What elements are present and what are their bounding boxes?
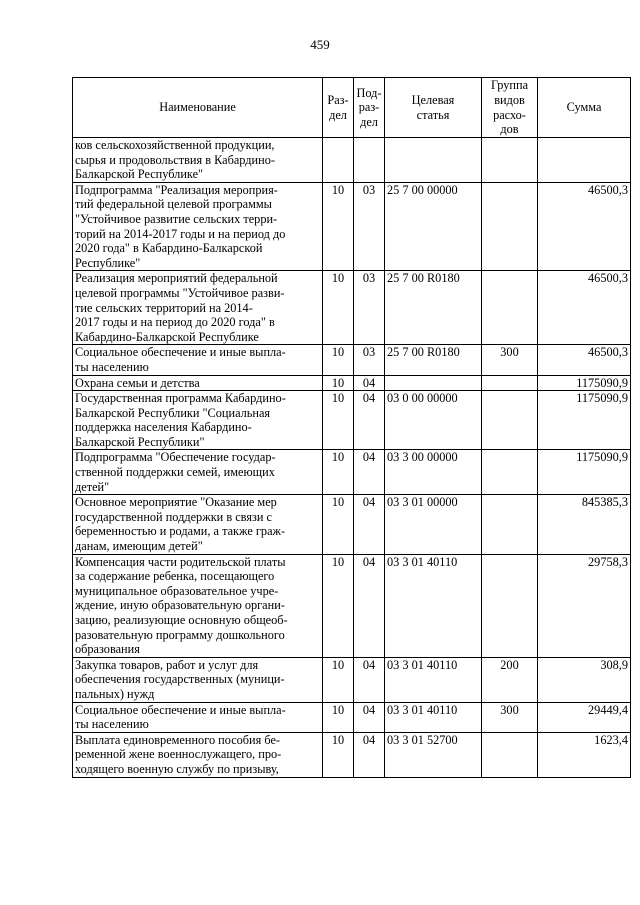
cell-group — [482, 138, 538, 183]
cell-name: Выплата единовременного пособия бе- ременной жене военнослужащего, про- ходящего военную службу по призыву, — [73, 732, 323, 777]
header-podrazdel: Под- раз- дел — [354, 78, 385, 138]
cell-name: Основное мероприятие "Оказание мер государственной поддержки в связи с беременностью и родами, а также граж- данам, имеющим детей" — [73, 495, 323, 554]
cell-razdel: 10 — [323, 271, 354, 345]
table-row — [73, 554, 631, 657]
cell-razdel: 10 — [323, 182, 354, 271]
header-group: Группа видов расхо- дов — [482, 78, 538, 138]
cell-sum: 308,9 — [538, 657, 631, 702]
cell-statya: 03 3 01 52700 — [385, 732, 482, 777]
header-sum: Сумма — [538, 78, 631, 138]
cell-group — [482, 375, 538, 391]
cell-group — [482, 554, 538, 657]
cell-name: Социальное обеспечение и иные выпла- ты населению — [73, 345, 323, 375]
cell-podrazdel: 03 — [354, 182, 385, 271]
cell-sum: 29758,3 — [538, 554, 631, 657]
table-row — [73, 391, 631, 450]
header-statya: Целевая статья — [385, 78, 482, 138]
cell-statya: 03 0 00 00000 — [385, 391, 482, 450]
cell-sum: 845385,3 — [538, 495, 631, 554]
cell-statya: 03 3 00 00000 — [385, 450, 482, 495]
cell-statya — [385, 375, 482, 391]
cell-sum: 29449,4 — [538, 702, 631, 732]
cell-group — [482, 182, 538, 271]
cell-group — [482, 732, 538, 777]
cell-sum: 1623,4 — [538, 732, 631, 777]
cell-sum: 46500,3 — [538, 182, 631, 271]
cell-razdel: 10 — [323, 702, 354, 732]
cell-sum: 1175090,9 — [538, 450, 631, 495]
cell-sum: 1175090,9 — [538, 391, 631, 450]
page-number: 459 — [310, 37, 330, 52]
cell-statya: 03 3 01 40110 — [385, 657, 482, 702]
cell-podrazdel: 04 — [354, 450, 385, 495]
cell-podrazdel: 04 — [354, 391, 385, 450]
table-body — [73, 138, 631, 778]
budget-table — [72, 77, 631, 778]
cell-statya: 03 3 01 40110 — [385, 702, 482, 732]
cell-razdel: 10 — [323, 732, 354, 777]
table-row — [73, 182, 631, 271]
cell-razdel: 10 — [323, 450, 354, 495]
cell-sum — [538, 138, 631, 183]
cell-statya: 03 3 01 40110 — [385, 554, 482, 657]
table-row — [73, 450, 631, 495]
cell-group — [482, 391, 538, 450]
cell-sum: 46500,3 — [538, 271, 631, 345]
cell-statya: 25 7 00 R0180 — [385, 271, 482, 345]
header-razdel: Раз- дел — [323, 78, 354, 138]
cell-statya: 03 3 01 00000 — [385, 495, 482, 554]
cell-name: Подпрограмма "Реализация мероприя- тий федеральной целевой программы "Устойчивое развитие сельских терри- торий на 2014-2017 годы и на период до 2020 года" в Кабардино-Балкарской Республике" — [73, 182, 323, 271]
cell-name: Закупка товаров, работ и услуг для обеспечения государственных (муници- пальных) нужд — [73, 657, 323, 702]
cell-statya: 25 7 00 R0180 — [385, 345, 482, 375]
cell-podrazdel: 04 — [354, 495, 385, 554]
cell-podrazdel: 04 — [354, 657, 385, 702]
cell-name: Подпрограмма "Обеспечение государ- ственной поддержки семей, имеющих детей" — [73, 450, 323, 495]
table-row — [73, 702, 631, 732]
cell-group — [482, 450, 538, 495]
cell-name: Реализация мероприятий федеральной целевой программы "Устойчивое разви- тие сельских территорий на 2014- 2017 годы и на период до 2020 года" в Кабардино-Балкарской Республике — [73, 271, 323, 345]
cell-name: Компенсация части родительской платы за содержание ребенка, посещающего муниципальное образовательное учре- ждение, иную образовательную органи- зацию, реализующие основную общеоб- разовательную программу дошкольного образования — [73, 554, 323, 657]
cell-razdel: 10 — [323, 554, 354, 657]
cell-razdel: 10 — [323, 391, 354, 450]
table-row — [73, 732, 631, 777]
cell-razdel: 10 — [323, 495, 354, 554]
cell-podrazdel: 03 — [354, 345, 385, 375]
cell-razdel: 10 — [323, 345, 354, 375]
cell-razdel — [323, 138, 354, 183]
cell-razdel: 10 — [323, 375, 354, 391]
cell-group: 300 — [482, 702, 538, 732]
table-header-row — [73, 78, 631, 138]
table-row — [73, 138, 631, 183]
table-row — [73, 495, 631, 554]
cell-name: ков сельскохозяйственной продукции, сырья и продовольствия в Кабардино- Балкарской Республике" — [73, 138, 323, 183]
cell-statya: 25 7 00 00000 — [385, 182, 482, 271]
cell-podrazdel: 04 — [354, 732, 385, 777]
table-row — [73, 345, 631, 375]
cell-podrazdel: 03 — [354, 271, 385, 345]
table-row — [73, 657, 631, 702]
cell-name: Социальное обеспечение и иные выпла- ты населению — [73, 702, 323, 732]
header-name: Наименование — [73, 78, 323, 138]
cell-group: 300 — [482, 345, 538, 375]
cell-podrazdel — [354, 138, 385, 183]
cell-podrazdel: 04 — [354, 702, 385, 732]
cell-statya — [385, 138, 482, 183]
cell-sum: 46500,3 — [538, 345, 631, 375]
cell-razdel: 10 — [323, 657, 354, 702]
cell-sum: 1175090,9 — [538, 375, 631, 391]
cell-name: Охрана семьи и детства — [73, 375, 323, 391]
cell-group: 200 — [482, 657, 538, 702]
cell-group — [482, 271, 538, 345]
cell-podrazdel: 04 — [354, 375, 385, 391]
table-row — [73, 375, 631, 391]
cell-name: Государственная программа Кабардино- Балкарской Республики "Социальная поддержка населения Кабардино- Балкарской Республики" — [73, 391, 323, 450]
cell-group — [482, 495, 538, 554]
table-row — [73, 271, 631, 345]
cell-podrazdel: 04 — [354, 554, 385, 657]
